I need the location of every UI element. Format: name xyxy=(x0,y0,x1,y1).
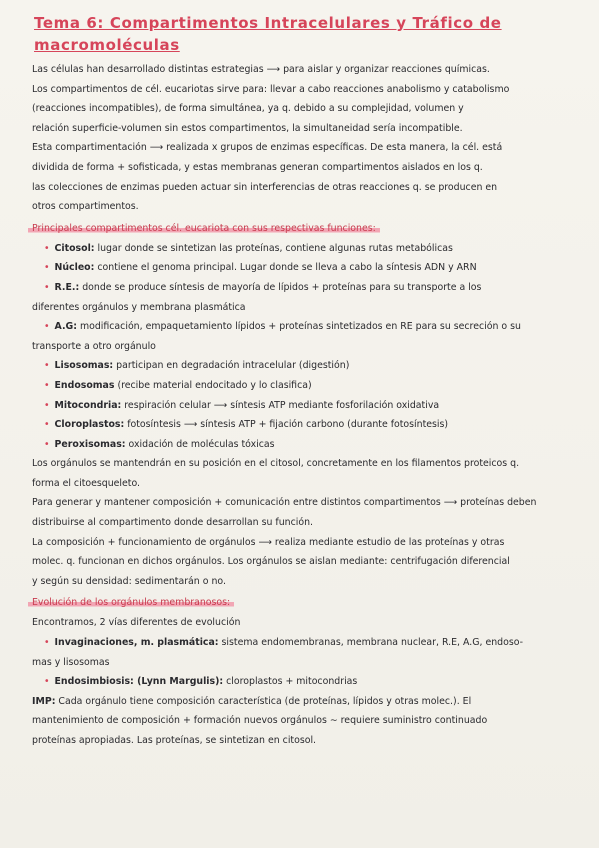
intro-paragraph xyxy=(22,60,581,217)
list-item-continuation: mas y lisosomas xyxy=(32,656,110,668)
body-line: distribuirse al compartimento donde desarrollan su función. xyxy=(32,517,314,529)
intro-line: otros compartimentos. xyxy=(32,201,139,213)
intro-line: Las células han desarrollado distintas estrategias ⟶ para aislar y organizar reacciones químicas. xyxy=(32,64,490,75)
intro-line: Esta compartimentación ⟶ realizada x grupos de enzimas específicas. De esta manera, la cél. está xyxy=(32,142,503,154)
list-item: • A.G: modificación, empaquetamiento lípidos + proteínas sintetizados en RE para su secreción o su xyxy=(44,321,521,333)
list-item: • Cloroplastos: fotosíntesis ⟶ síntesis ATP + fijación carbono (durante fotosíntesis) xyxy=(44,419,449,431)
body-line: y según su densidad: sedimentarán o no. xyxy=(32,575,226,587)
body-line: Para generar y mantener composición + comunicación entre distintos compartimentos ⟶ proteínas deben xyxy=(32,497,537,509)
body-line: Los orgánulos se mantendrán en su posición en el citosol, concretamente en los filamentos proteicos q. xyxy=(32,458,520,470)
body-line: forma el citoesqueleto. xyxy=(32,477,141,489)
list-item: • Endosomas (recibe material endocitado y lo clasifica) xyxy=(44,379,312,391)
title-line-1: Tema 6: Compartimentos Intracelulares y Tráfico de xyxy=(34,14,502,32)
title-line-2: macromoléculas xyxy=(34,36,180,54)
body-line: La composición + funcionamiento de orgánulos ⟶ realiza mediante estudio de las proteínas y otras xyxy=(32,536,505,548)
body-line: Encontramos, 2 vías diferentes de evolución xyxy=(32,617,241,629)
list-item-continuation: transporte a otro orgánulo xyxy=(32,340,156,352)
page-title xyxy=(34,12,581,56)
list-item: • Peroxisomas: oxidación de moléculas tóxicas xyxy=(44,438,275,450)
list-item: • Mitocondria: respiración celular ⟶ síntesis ATP mediante fosforilación oxidativa xyxy=(44,399,440,411)
section-heading-evolution: Evolución de los orgánulos membranosos: xyxy=(28,593,581,613)
compartment-list xyxy=(22,239,581,455)
middle-paragraph xyxy=(22,454,581,591)
list-item: • Endosimbiosis: (Lynn Margulis): cloroplastos + mitocondrias xyxy=(44,676,358,688)
list-item: • R.E.: donde se produce síntesis de mayoría de lípidos + proteínas para su transporte a los xyxy=(44,281,482,293)
list-item: • Lisosomas: participan en degradación intracelular (digestión) xyxy=(44,360,350,372)
intro-line: relación superficie-volumen sin estos compartimentos, la simultaneidad sería incompatible. xyxy=(32,122,463,134)
intro-line: Los compartimentos de cél. eucariotas sirve para: llevar a cabo reacciones anabolismo y catabolismo xyxy=(32,83,510,95)
list-item: • Invaginaciones, m. plasmática: sistema endomembranas, membrana nuclear, R.E, A.G, endoso- xyxy=(44,637,524,649)
list-item: • Núcleo: contiene el genoma principal. Lugar donde se lleva a cabo la síntesis ADN y ARN xyxy=(44,262,477,274)
section-heading-compartments: Principales compartimentos cél. eucariota con sus respectivas funciones: xyxy=(28,219,581,239)
list-item: • Citosol: lugar donde se sintetizan las proteínas, contiene algunas rutas metabólicas xyxy=(44,242,453,254)
list-item-continuation: diferentes orgánulos y membrana plasmática xyxy=(32,301,246,313)
body-line: mantenimiento de composición + formación nuevos orgánulos ∼ requiere suministro continuado xyxy=(32,715,488,727)
intro-line: (reacciones incompatibles), de forma simultánea, ya q. debido a su complejidad, volumen y xyxy=(32,103,464,115)
body-line: molec. q. funcionan en dichos orgánulos. Los orgánulos se aislan mediante: centrifugación diferencial xyxy=(32,556,510,568)
intro-line: dividida de forma + sofisticada, y estas membranas generan compartimentos aislados en los q. xyxy=(32,161,483,173)
intro-line: las colecciones de enzimas pueden actuar sin interferencias de otras reacciones q. se producen en xyxy=(32,181,498,193)
body-line: proteínas apropiadas. Las proteínas, se sintetizan en citosol. xyxy=(32,735,317,746)
evolution-section xyxy=(22,613,581,750)
body-line: IMP: Cada orgánulo tiene composición característica (de proteínas, lípidos y otras molec.). El xyxy=(32,695,472,707)
